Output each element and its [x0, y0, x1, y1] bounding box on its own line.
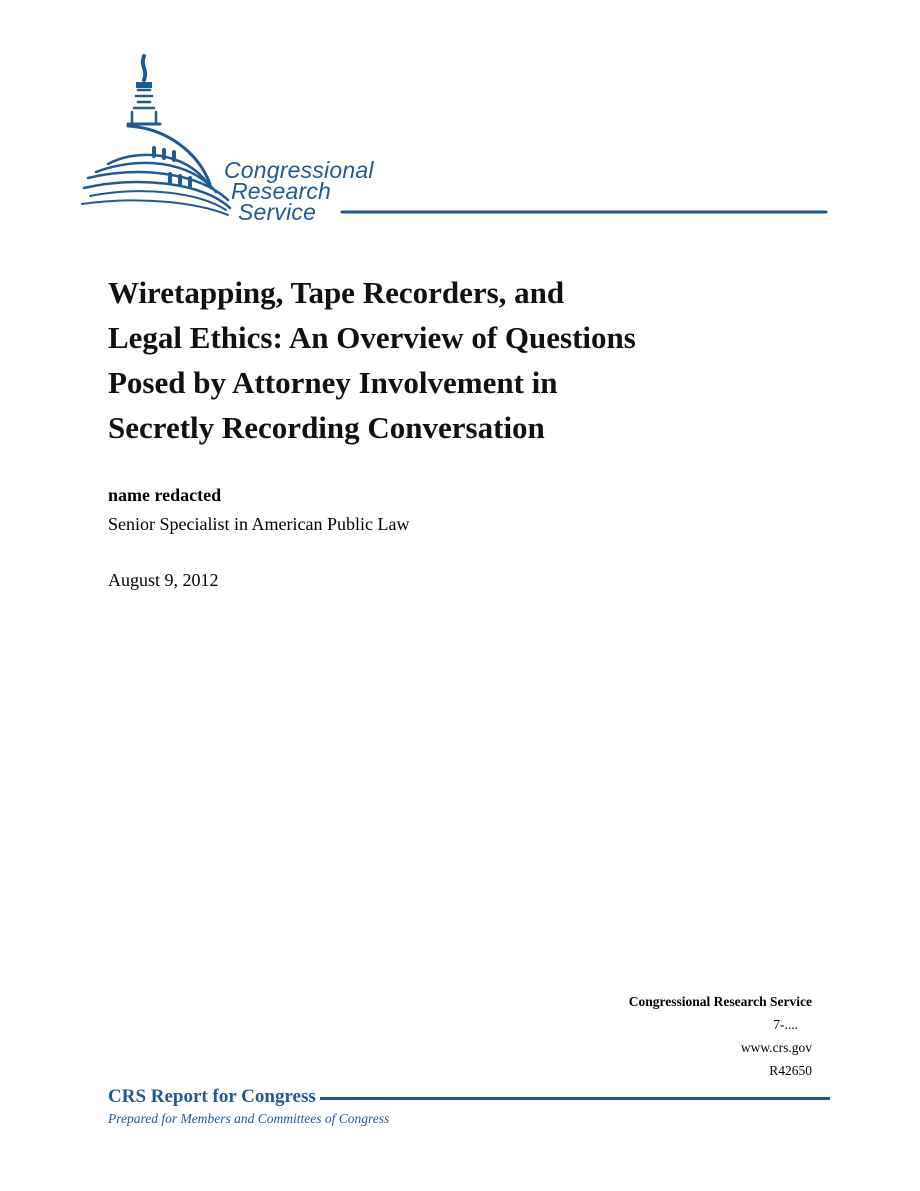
footer-subtitle: Prepared for Members and Committees of Congress [108, 1111, 390, 1126]
report-title-line: Wiretapping, Tape Recorders, and [108, 275, 565, 310]
author-position: Senior Specialist in American Public Law [108, 514, 410, 534]
crs-phone-number: 7-.... [773, 1017, 798, 1032]
report-title [108, 270, 828, 450]
author-name: name redacted [108, 485, 222, 505]
logo-text-research: Research [231, 178, 332, 204]
crs-website-link[interactable]: www.crs.gov [740, 1040, 812, 1055]
logo-text-congressional: Congressional [224, 157, 374, 183]
report-title-line: Posed by Attorney Involvement in [108, 365, 558, 400]
report-title-line: Secretly Recording Conversation [108, 410, 545, 445]
crs-info-block [629, 990, 812, 1082]
report-date: August 9, 2012 [108, 570, 219, 590]
crs-capitol-dome-logo [78, 52, 838, 227]
logo-text-service: Service [238, 199, 317, 225]
report-title-line: Legal Ethics: An Overview of Questions [108, 320, 636, 355]
report-id: R42650 [769, 1063, 812, 1078]
footer-report-title: CRS Report for Congress [108, 1085, 320, 1109]
crs-org-name: Congressional Research Service [628, 994, 812, 1009]
